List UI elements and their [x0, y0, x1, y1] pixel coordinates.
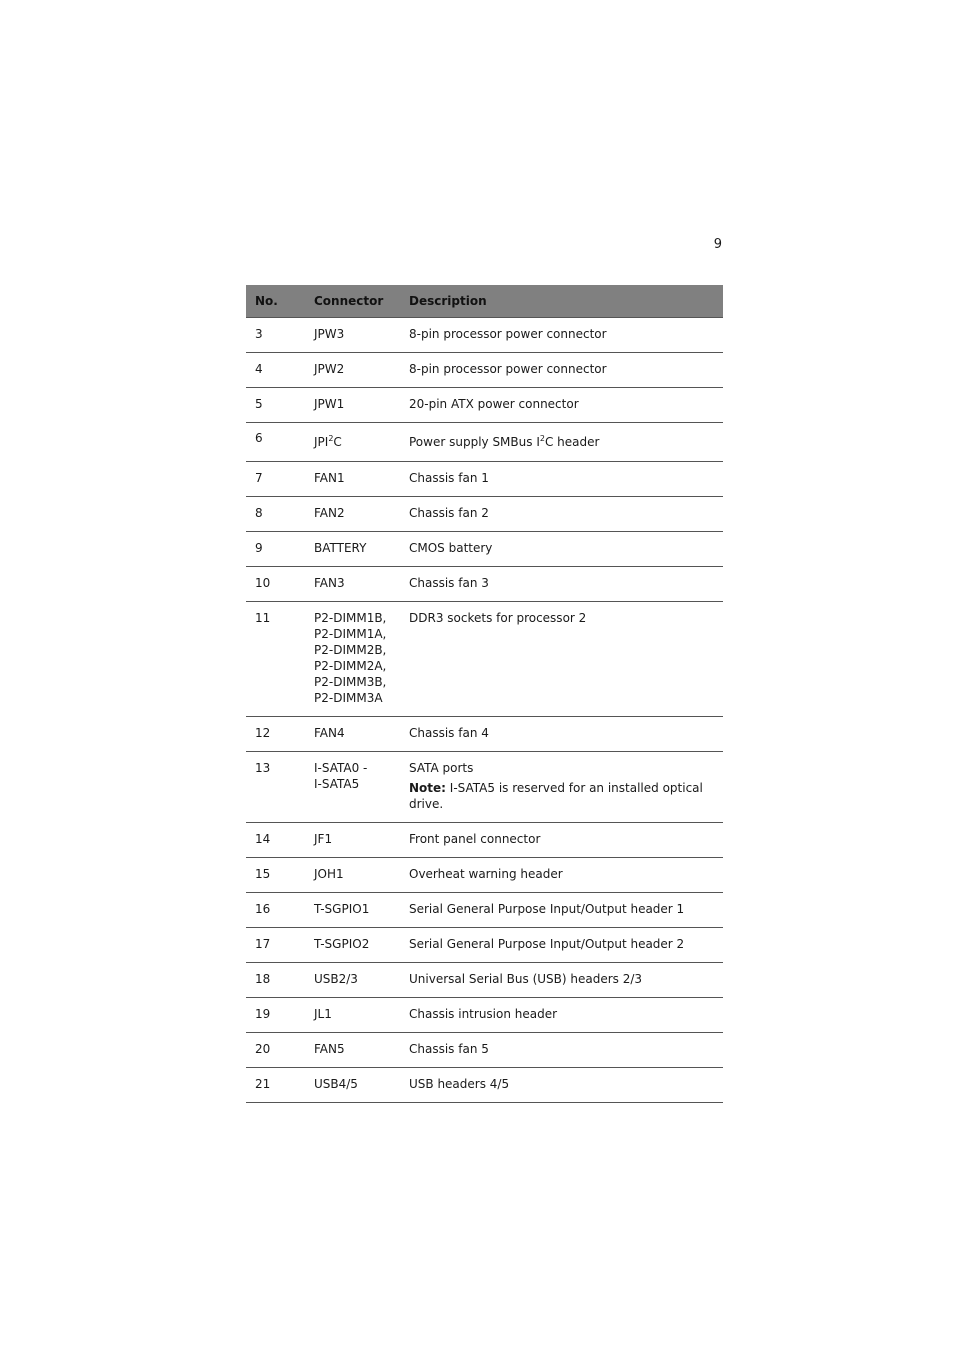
note-label: Note: — [409, 781, 446, 795]
header-no: No. — [246, 285, 305, 318]
connector-line: P2-DIMM3A — [314, 691, 383, 705]
table-row — [246, 353, 723, 388]
row-connector: JOH1 — [305, 858, 400, 893]
row-connector: JF1 — [305, 823, 400, 858]
row-connector: JPW2 — [305, 353, 400, 388]
table-row — [246, 858, 723, 893]
table-row — [246, 823, 723, 858]
row-description: Chassis fan 2 — [400, 497, 723, 532]
row-no: 19 — [246, 998, 305, 1033]
table-row — [246, 998, 723, 1033]
row-no: 4 — [246, 353, 305, 388]
row-no: 9 — [246, 532, 305, 567]
row-description: USB headers 4/5 — [400, 1068, 723, 1103]
row-no: 13 — [246, 752, 305, 823]
connector-line: I-SATA0 - — [314, 761, 368, 775]
row-description — [400, 423, 723, 462]
row-no: 8 — [246, 497, 305, 532]
row-no: 21 — [246, 1068, 305, 1103]
row-description: Chassis fan 4 — [400, 717, 723, 752]
row-description: 8-pin processor power connector — [400, 318, 723, 353]
header-description: Description — [400, 285, 723, 318]
row-no: 17 — [246, 928, 305, 963]
row-description: Serial General Purpose Input/Output header 2 — [400, 928, 723, 963]
description-text: SATA ports — [409, 761, 474, 775]
row-no: 6 — [246, 423, 305, 462]
connector-superscript: 2 — [328, 434, 334, 443]
connector-table — [246, 285, 723, 1103]
table-row — [246, 567, 723, 602]
table-row — [246, 602, 723, 717]
connector-line: P2-DIMM1B, — [314, 611, 387, 625]
note-text: I-SATA5 is reserved for an installed optical drive. — [409, 781, 703, 811]
row-connector: FAN4 — [305, 717, 400, 752]
row-no: 18 — [246, 963, 305, 998]
row-no: 12 — [246, 717, 305, 752]
table-row — [246, 1068, 723, 1103]
row-description: Serial General Purpose Input/Output header 1 — [400, 893, 723, 928]
page-number: 9 — [713, 237, 722, 252]
row-connector: USB4/5 — [305, 1068, 400, 1103]
row-no: 20 — [246, 1033, 305, 1068]
row-connector: BATTERY — [305, 532, 400, 567]
row-description: 20-pin ATX power connector — [400, 388, 723, 423]
row-description: Chassis intrusion header — [400, 998, 723, 1033]
table-header-row — [246, 285, 723, 318]
row-connector: JPW1 — [305, 388, 400, 423]
connector-line: I-SATA5 — [314, 777, 360, 791]
table-row — [246, 462, 723, 497]
table-row — [246, 928, 723, 963]
row-no: 10 — [246, 567, 305, 602]
row-connector — [305, 752, 400, 823]
row-connector: FAN1 — [305, 462, 400, 497]
connector-line: P2-DIMM2A, — [314, 659, 387, 673]
connector-line: P2-DIMM1A, — [314, 627, 387, 641]
connector-line: P2-DIMM3B, — [314, 675, 387, 689]
row-description: Universal Serial Bus (USB) headers 2/3 — [400, 963, 723, 998]
row-no: 11 — [246, 602, 305, 717]
description-text: Power supply SMBus I — [409, 435, 540, 449]
connector-text-suffix: C — [333, 435, 342, 449]
row-connector — [305, 602, 400, 717]
header-connector: Connector — [305, 285, 400, 318]
row-connector — [305, 423, 400, 462]
table-row — [246, 717, 723, 752]
table-row — [246, 532, 723, 567]
row-description: Chassis fan 5 — [400, 1033, 723, 1068]
row-connector: T-SGPIO2 — [305, 928, 400, 963]
note — [409, 780, 719, 812]
row-connector: FAN2 — [305, 497, 400, 532]
table-row — [246, 752, 723, 823]
table-row — [246, 963, 723, 998]
table-row — [246, 423, 723, 462]
row-description: DDR3 sockets for processor 2 — [400, 602, 723, 717]
connector-line: P2-DIMM2B, — [314, 643, 387, 657]
row-connector: FAN5 — [305, 1033, 400, 1068]
row-connector: USB2/3 — [305, 963, 400, 998]
description-text-suffix: C header — [544, 435, 600, 449]
row-description: 8-pin processor power connector — [400, 353, 723, 388]
row-connector: FAN3 — [305, 567, 400, 602]
row-no: 14 — [246, 823, 305, 858]
connector-text: JPI — [314, 435, 329, 449]
row-description: CMOS battery — [400, 532, 723, 567]
row-connector: JPW3 — [305, 318, 400, 353]
row-description: Front panel connector — [400, 823, 723, 858]
table-row — [246, 893, 723, 928]
row-description: Chassis fan 3 — [400, 567, 723, 602]
row-connector: JL1 — [305, 998, 400, 1033]
table-row — [246, 388, 723, 423]
description-superscript: 2 — [539, 434, 545, 443]
table-row — [246, 497, 723, 532]
row-connector: T-SGPIO1 — [305, 893, 400, 928]
row-description: Chassis fan 1 — [400, 462, 723, 497]
row-no: 16 — [246, 893, 305, 928]
row-description: Overheat warning header — [400, 858, 723, 893]
row-no: 7 — [246, 462, 305, 497]
row-description — [400, 752, 723, 823]
table-row — [246, 318, 723, 353]
row-no: 15 — [246, 858, 305, 893]
table-row — [246, 1033, 723, 1068]
row-no: 5 — [246, 388, 305, 423]
row-no: 3 — [246, 318, 305, 353]
